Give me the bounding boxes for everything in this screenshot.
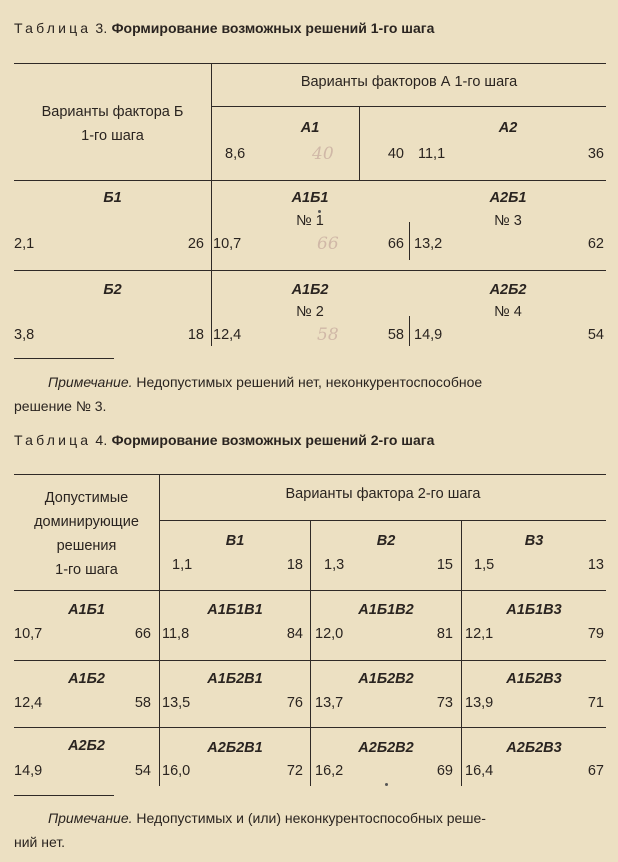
table4-r3c1-left: 16,0 [162,763,191,779]
table3-a1b2-right: 58 [387,327,404,343]
table4-r1c1-left: 11,8 [162,626,190,642]
table3-row2-right: 18 [187,327,204,343]
table3-footnote-rule [14,358,114,359]
table4-b2-left: 1,3 [324,557,345,573]
table3-a1b1-num: № 1 [296,213,324,229]
table3-a1b2-left: 12,4 [213,327,242,343]
table3-caption-number: 3. [95,20,108,36]
table4-b2-label: В2 [376,533,396,549]
table4-footnote-rule [14,795,114,796]
table4-r1c3-name: А1Б1В3 [506,602,562,618]
table4-note-line2: ний нет. [14,834,66,850]
table3-a2-label: А2 [498,120,518,136]
table3-a1b1-right: 66 [387,236,404,252]
table4-top-rule [14,474,606,475]
table3-factor-b-header-line1: Варианты фактора Б [41,104,184,120]
table4-row1-right: 66 [134,626,151,642]
table4-r1c2-left: 12,0 [315,626,344,642]
table4-caption-title: Формирование возможных решений 2-го шага [111,432,435,448]
table3-a1-label: А1 [300,120,320,136]
table4-r2c2-name: А1Б2В2 [358,671,414,687]
table4-b2-right: 15 [436,557,453,573]
paper-speck [318,210,321,213]
table3-a2b2-right: 54 [587,327,604,343]
table3-note-label: Примечание. [48,374,133,390]
table4-row1-label: А1Б1 [68,602,105,618]
table4-b3-label: В3 [524,533,544,549]
table4-r1c3-left: 12,1 [465,626,494,642]
paper-speck [385,783,388,786]
table4-r1c1-right: 84 [286,626,303,642]
table3-col-divider-2c [409,316,410,346]
table3-factor-b-header [14,100,211,148]
table3-note-line1: Недопустимых решений нет, неконкурентоспособное [136,374,483,390]
table3-a2b2-left: 14,9 [414,327,443,343]
table3-top-rule [14,63,606,64]
table4-b3-right: 13 [587,557,604,573]
table4-left-header [14,486,159,582]
table4-r1c2-name: А1Б1В2 [358,602,414,618]
table4-row3-label: А2Б2 [68,738,105,754]
table4-r3c1-right: 72 [286,763,303,779]
table3-a2b1-num: № 3 [494,213,522,229]
table4-r2c1-name: А1Б2В1 [207,671,263,687]
table4-note [14,806,606,854]
table4-r3c3-name: А2Б2В3 [506,740,562,756]
table4-b1-left: 1,1 [172,557,193,573]
table4-row3-left: 14,9 [14,763,43,779]
table3-row1-left: 2,1 [14,236,35,252]
table3-note-line2: решение № 3. [14,398,107,414]
table4-left-header-line4: 1-го шага [55,562,118,578]
table3-a1b2-handwritten: 58 [317,325,339,345]
table4-caption-prefix: Таблица [14,432,92,448]
table3-caption-prefix: Таблица [14,20,92,36]
table4-note-line1: Недопустимых и (или) неконкурентоспособных реше- [136,810,486,826]
table3-caption [14,20,434,36]
table3-a1-handwritten: 40 [312,144,334,164]
table4-r1c1-name: А1Б1В1 [207,602,263,618]
table4-r2c2-left: 13,7 [315,695,344,711]
table4-row3-right: 54 [134,763,151,779]
table4-b1-label: В1 [225,533,245,549]
table4-r2c3-left: 13,9 [465,695,494,711]
table4-r1c3-right: 79 [587,626,604,642]
table3-a1b2-name: А1Б2 [291,282,329,298]
table3-a1b1-handwritten: 66 [317,234,339,254]
table3-a2b1-left: 13,2 [414,236,443,252]
table4-r2c1-left: 13,5 [162,695,191,711]
table4-r2c2-right: 73 [436,695,453,711]
table4-r3c1-name: А2Б2В1 [207,740,263,756]
table3-a1-right: 40 [387,146,404,162]
table4-row2-label: А1Б2 [68,671,105,687]
table4-r1c2-right: 81 [436,626,453,642]
table3-factor-a-header: Варианты факторов А 1-го шага [300,74,518,90]
table4-note-label: Примечание. [48,810,133,826]
table4-factor-header: Варианты фактора 2-го шага [285,486,481,502]
table3-row-rule [14,270,606,271]
table4-r3c2-name: А2Б2В2 [358,740,414,756]
table4-subheader-rule [160,520,606,521]
table4-left-header-line2: доминирующие [34,514,139,530]
table3-subheader-rule [212,106,606,107]
table4-r2c1-right: 76 [286,695,303,711]
table4-r2c3-right: 71 [587,695,604,711]
table3-col-divider-2a [359,106,360,180]
table4-row2-right: 58 [134,695,151,711]
table3-a2b2-name: А2Б2 [489,282,527,298]
table4-row1-left: 10,7 [14,626,43,642]
table3-a2-left: 11,1 [418,146,446,162]
table4-r3c3-left: 16,4 [465,763,494,779]
table3-a1b1-name: А1Б1 [291,190,329,206]
table3-a2-right: 36 [587,146,604,162]
table3-factor-b-header-line2: 1-го шага [81,128,144,144]
table4-caption [14,432,434,448]
table4-r3c2-right: 69 [436,763,453,779]
table4-r2c3-name: А1Б2В3 [506,671,562,687]
table3-a2b1-right: 62 [587,236,604,252]
table3-a1b2-num: № 2 [296,304,324,320]
table3-a2b2-num: № 4 [494,304,522,320]
table3-row1-right: 26 [187,236,204,252]
table4-left-header-line3: решения [56,538,117,554]
table3-a1-left: 8,6 [225,146,246,162]
table3-a1b1-left: 10,7 [213,236,242,252]
table4-row2-left: 12,4 [14,695,43,711]
table4-r3c3-right: 67 [587,763,604,779]
table3-note [14,370,606,418]
table3-row2-label: Б2 [103,282,122,298]
table3-caption-title: Формирование возможных решений 1-го шага [111,20,435,36]
table4-caption-number: 4. [95,432,108,448]
table3-row1-label: Б1 [103,190,122,206]
table3-row2-left: 3,8 [14,327,35,343]
table4-r3c2-left: 16,2 [315,763,344,779]
table4-b1-right: 18 [286,557,303,573]
table3-header-rule [14,180,606,181]
table4-left-header-line1: Допустимые [44,490,129,506]
table3-a2b1-name: А2Б1 [489,190,527,206]
table4-b3-left: 1,5 [474,557,495,573]
